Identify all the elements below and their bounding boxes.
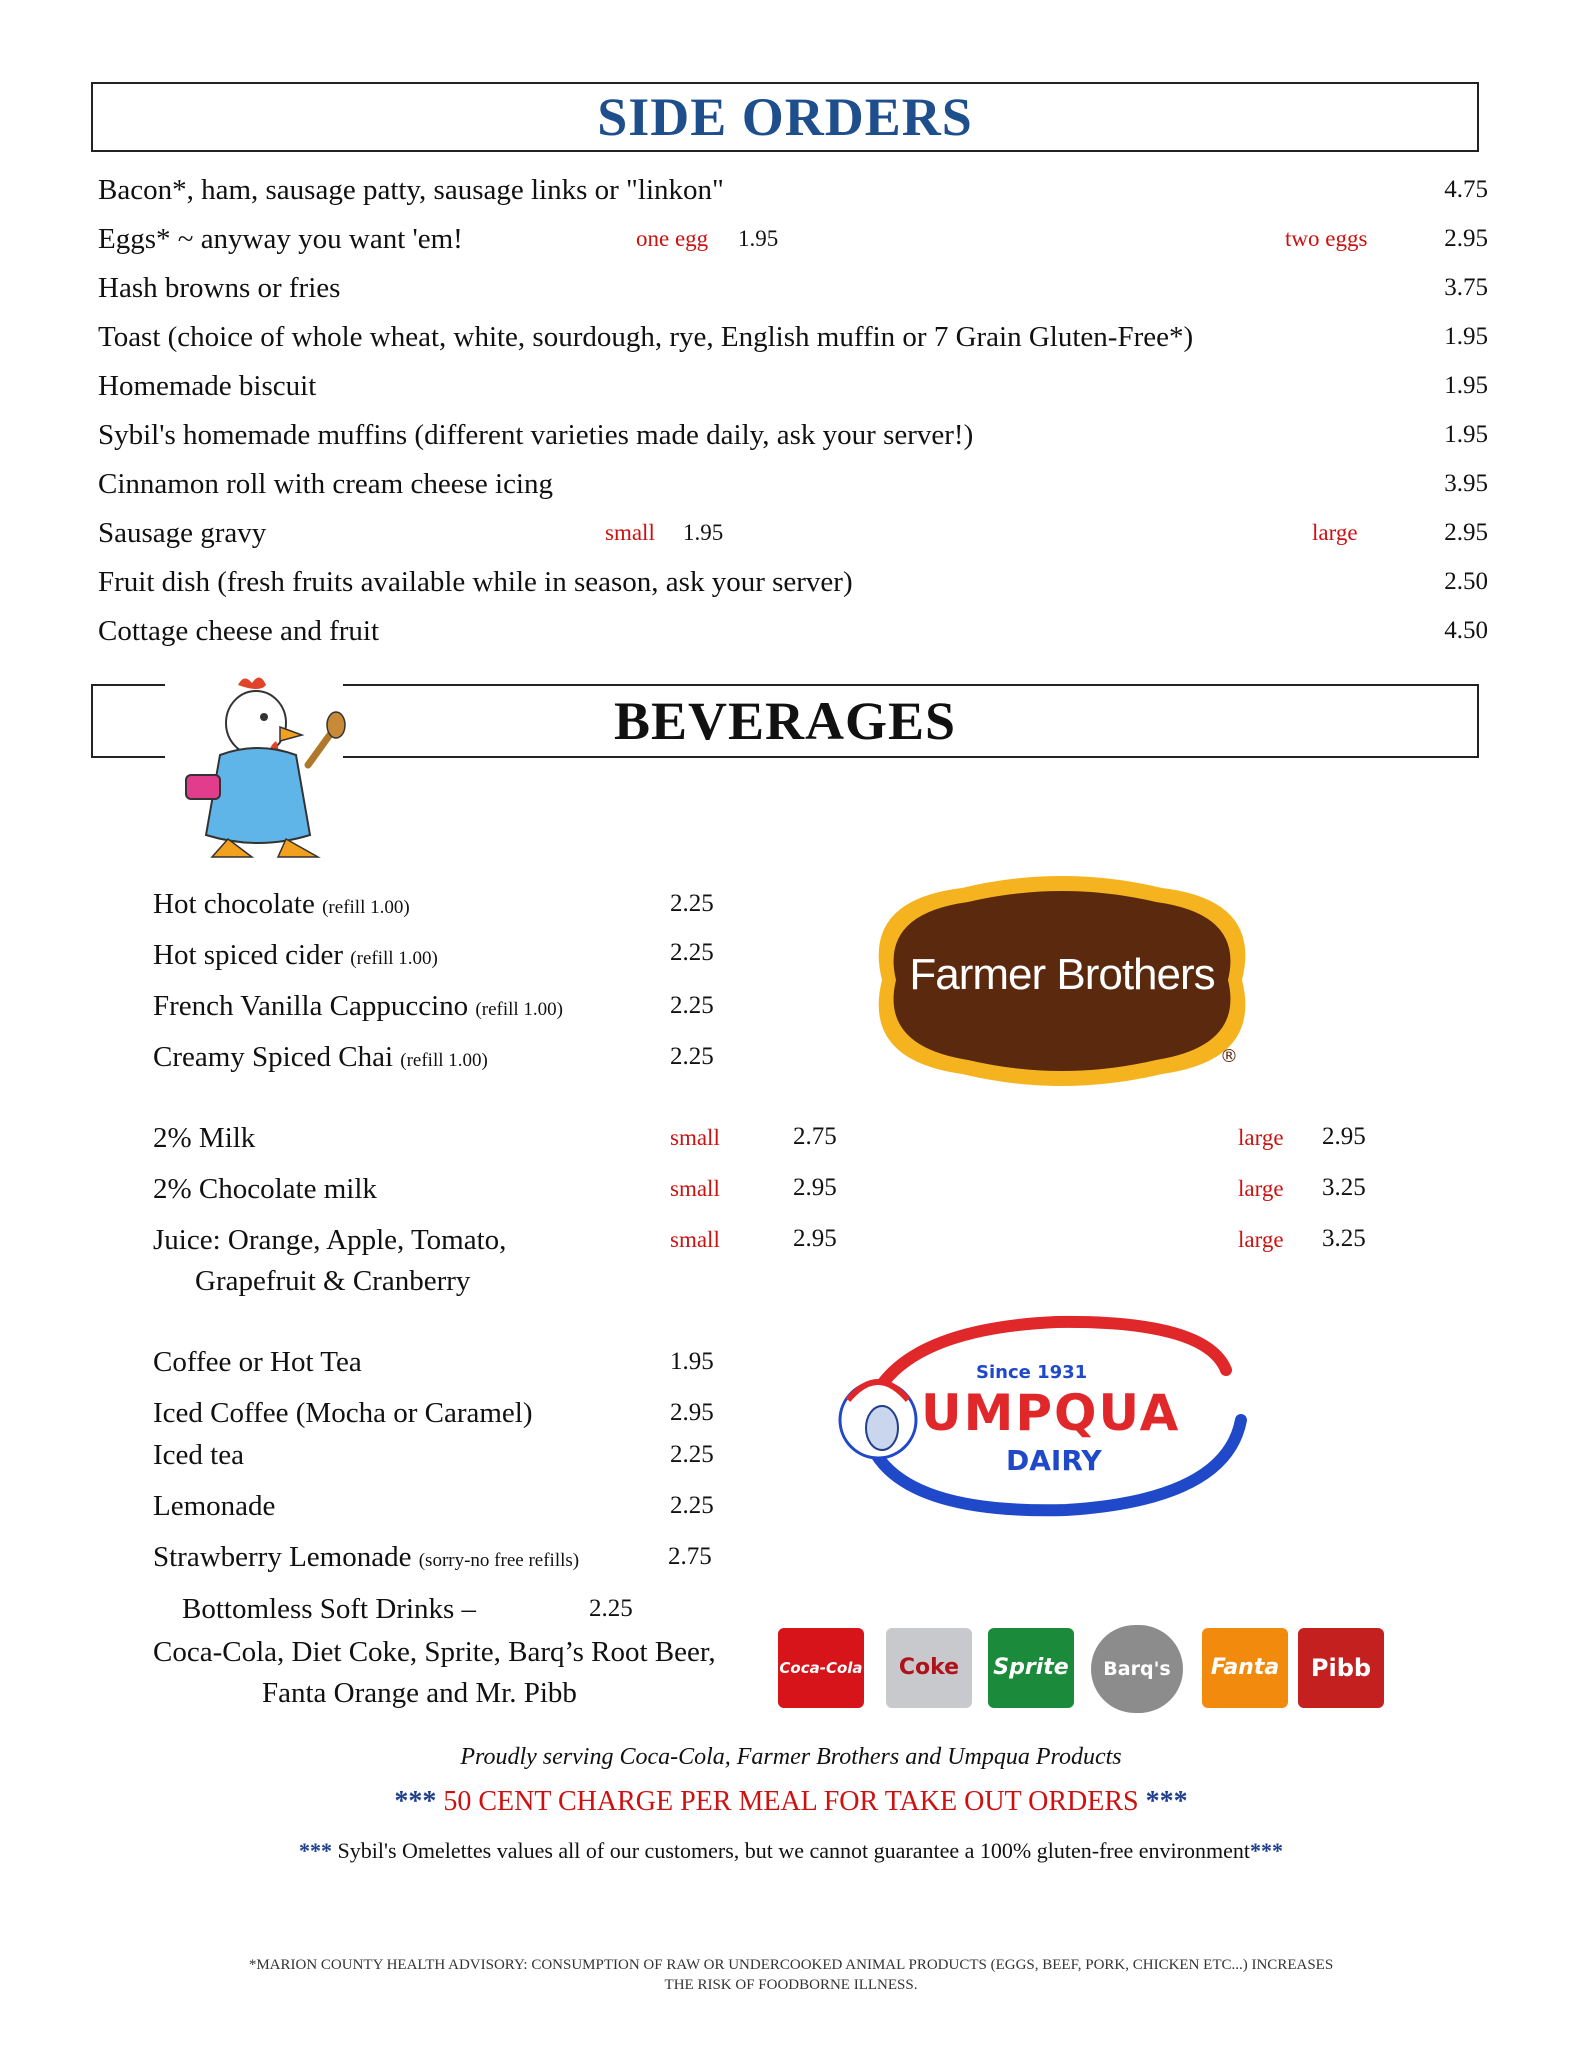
barqs-logo: Barq's — [1091, 1625, 1183, 1713]
soft-drinks-list-line2: Fanta Orange and Mr. Pibb — [262, 1677, 577, 1709]
proudly-serving-text: Proudly serving Coca-Cola, Farmer Brothers and Umpqua Products — [460, 1744, 1122, 1770]
side-item: Bacon*, ham, sausage patty, sausage links or "linkon" 4.75 — [98, 174, 1488, 206]
large-price: 3.25 — [1322, 1225, 1366, 1252]
chicken-mascot — [168, 675, 348, 870]
beverage-price: 2.25 — [670, 939, 714, 966]
umpqua-since: Since 1931 — [976, 1362, 1088, 1383]
beverage-item: Coffee or Hot Tea — [153, 1346, 362, 1378]
small-label: small — [670, 1227, 720, 1252]
beverage-price: 2.75 — [668, 1543, 712, 1570]
small-price: 2.95 — [793, 1174, 837, 1201]
umpqua-name: UMPQUA — [921, 1384, 1181, 1442]
umpqua-dairy: DAIRY — [1006, 1444, 1102, 1477]
beverage-item-line2: Grapefruit & Cranberry — [195, 1265, 471, 1297]
umpqua-dairy-logo — [826, 1310, 1256, 1520]
beverage-price: 2.25 — [670, 1492, 714, 1519]
beverage-item: Iced Coffee (Mocha or Caramel) — [153, 1397, 533, 1429]
beverage-item: Hot spiced cider (refill 1.00) — [153, 939, 438, 971]
beverage-price: 2.25 — [670, 1043, 714, 1070]
side-item: Cottage cheese and fruit 4.50 — [98, 615, 1488, 647]
beverage-price: 1.95 — [670, 1348, 714, 1375]
fanta-logo: Fanta — [1202, 1628, 1288, 1708]
small-label: small — [670, 1125, 720, 1150]
beverage-price: 2.25 — [670, 1441, 714, 1468]
beverage-item: 2% Milk — [153, 1122, 256, 1154]
large-label: large — [1238, 1125, 1284, 1150]
pibb-logo: Pibb — [1298, 1628, 1384, 1708]
sprite-logo: Sprite — [988, 1628, 1074, 1708]
large-price: 2.95 — [1322, 1123, 1366, 1150]
small-price: 2.75 — [793, 1123, 837, 1150]
beverages-title: BEVERAGES — [613, 691, 957, 751]
beverage-item: French Vanilla Cappuccino (refill 1.00) — [153, 990, 563, 1022]
large-price: 3.25 — [1322, 1174, 1366, 1201]
registered-mark: ® — [1220, 1046, 1238, 1067]
beverage-item: Iced tea — [153, 1439, 244, 1471]
soft-drinks-price: 2.25 — [589, 1595, 633, 1622]
beverage-item: 2% Chocolate milk — [153, 1173, 377, 1205]
side-item: Sausage gravy small 1.95 large 2.95 — [98, 517, 1488, 549]
takeout-notice: *** 50 CENT CHARGE PER MEAL FOR TAKE OUT ORDERS *** — [394, 1786, 1188, 1817]
beverage-item: Lemonade — [153, 1490, 276, 1522]
beverage-item: Strawberry Lemonade (sorry-no free refills) — [153, 1541, 580, 1573]
beverage-item: Hot chocolate (refill 1.00) — [153, 888, 410, 920]
small-label: small — [670, 1176, 720, 1201]
small-price: 2.95 — [793, 1225, 837, 1252]
farmer-brothers-text: Farmer Brothers — [909, 950, 1215, 999]
side-item: Eggs* ~ anyway you want 'em! one egg 1.95 two eggs 2.95 — [98, 223, 1488, 255]
side-orders-title: SIDE ORDERS — [597, 87, 973, 147]
coca-cola-logo: Coca-Cola — [778, 1628, 864, 1708]
side-item: Hash browns or fries 3.75 — [98, 272, 1488, 304]
beverage-item: Creamy Spiced Chai (refill 1.00) — [153, 1041, 488, 1073]
side-item: Homemade biscuit 1.95 — [98, 370, 1488, 402]
side-item: Sybil's homemade muffins (different varieties made daily, ask your server!) 1.95 — [98, 419, 1488, 451]
farmer-brothers-logo — [852, 870, 1272, 1092]
large-label: large — [1238, 1176, 1284, 1201]
beverage-price: 2.95 — [670, 1399, 714, 1426]
soft-drinks-title: Bottomless Soft Drinks – — [182, 1593, 477, 1625]
soft-drinks-list-line1: Coca-Cola, Diet Coke, Sprite, Barq’s Root Beer, — [153, 1636, 716, 1668]
side-item: Toast (choice of whole wheat, white, sourdough, rye, English muffin or 7 Grain Gluten-Free*) 1.95 — [98, 321, 1488, 353]
side-item: Cinnamon roll with cream cheese icing 3.95 — [98, 468, 1488, 500]
health-advisory: *MARION COUNTY HEALTH ADVISORY: CONSUMPTION OF RAW OR UNDERCOOKED ANIMAL PRODUCTS (EGGS, BEEF, PORK, CHICKEN ETC...) INCREASES THE RISK OF FOODBORNE ILLNESS. — [248, 1957, 1334, 1993]
beverage-item: Juice: Orange, Apple, Tomato, — [153, 1224, 507, 1256]
gluten-notice: *** Sybil's Omelettes values all of our customers, but we cannot guarantee a 100% gluten-free environment*** — [299, 1838, 1283, 1863]
large-label: large — [1238, 1227, 1284, 1252]
beverage-price: 2.25 — [670, 992, 714, 1019]
side-item: Fruit dish (fresh fruits available while in season, ask your server) 2.50 — [98, 566, 1488, 598]
beverage-price: 2.25 — [670, 890, 714, 917]
diet-coke-logo: Coke — [886, 1628, 972, 1708]
